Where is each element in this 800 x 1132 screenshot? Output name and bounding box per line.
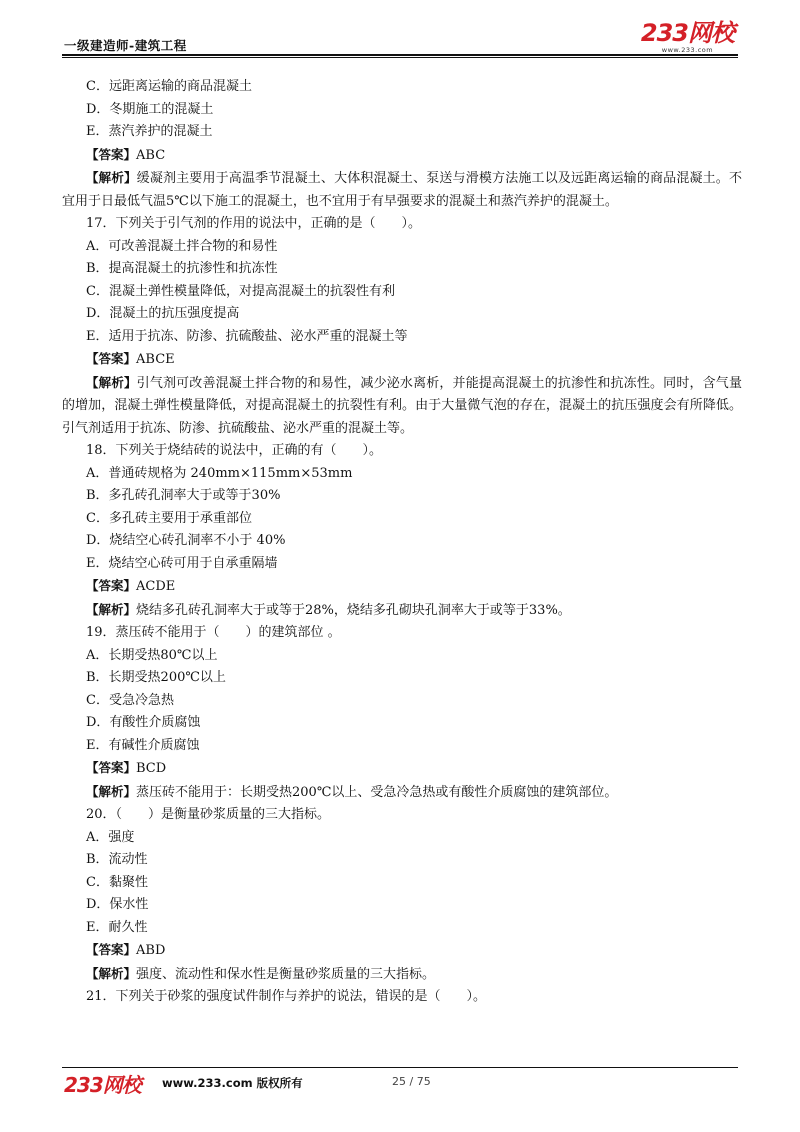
- footer-site[interactable]: www.233.com 版权所有: [162, 1076, 303, 1090]
- analysis-text: 缓凝剂主要用于高温季节混凝土、大体积混凝土、泵送与滑模方法施工以及远距离运输的商品混凝土。不宜用于日最低气温5℃以下施工的混凝土，也不宜用于有早强要求的混凝土和蒸汽养护的混凝土。: [62, 171, 742, 209]
- answer-label: 【答案】: [86, 760, 137, 775]
- analysis-text: 强度、流动性和保水性是衡量砂浆质量的三大指标。: [136, 966, 436, 982]
- q17-option-e: E．适用于抗冻、防渗、抗硫酸盐、泌水严重的混凝土等: [86, 328, 408, 344]
- q18-option-c: C．多孔砖主要用于承重部位: [86, 510, 252, 526]
- q17-option-b: B．提高混凝土的抗渗性和抗冻性: [86, 261, 278, 276]
- q20-question: 20．（ ）是衡量砂浆质量的三大指标。: [86, 807, 331, 822]
- q17-question: 17．下列关于引气剂的作用的说法中，正确的是（ ）。: [86, 216, 422, 231]
- analysis-text: 蒸压砖不能用于：长期受热200℃以上、受急冷急热或有酸性介质腐蚀的建筑部位。: [136, 784, 618, 800]
- q19-question: 19．蒸压砖不能用于（ ）的建筑部位 。: [86, 625, 341, 640]
- q19-option-d: D．有酸性介质腐蚀: [86, 715, 201, 730]
- q17-analysis: [62, 372, 742, 441]
- page-footer: [62, 1071, 738, 1095]
- header-divider-thin: [62, 57, 738, 58]
- answer-value: ABC: [136, 147, 166, 163]
- q16-option-c: C．远距离运输的商品混凝土: [86, 79, 252, 94]
- q17-option-a: A．可改善混凝土拌合物的和易性: [86, 238, 278, 254]
- q19-option-a: A．长期受热80℃以上: [86, 647, 218, 663]
- q18-option-d: D．烧结空心砖孔洞率不小于 40%: [86, 533, 286, 548]
- answer-value: ACDE: [136, 579, 176, 594]
- header-title: 一级建造师-建筑工程: [64, 38, 187, 53]
- document-body: [62, 76, 742, 1009]
- q17-option-c: C．混凝土弹性模量降低，对提高混凝土的抗裂性有利: [86, 283, 395, 299]
- answer-label: 【答案】: [86, 942, 137, 957]
- analysis-label: 【解析】: [86, 601, 137, 617]
- q16-analysis: [62, 167, 742, 213]
- answer-value: ABD: [136, 943, 166, 958]
- q20-option-d: D．保水性: [86, 897, 149, 912]
- analysis-label: 【解析】: [86, 965, 137, 981]
- q20-option-e: E．耐久性: [86, 919, 148, 935]
- q19-analysis: [62, 781, 742, 805]
- q18-option-e: E．烧结空心砖可用于自承重隔墙: [86, 555, 278, 571]
- analysis-label: 【解析】: [86, 170, 137, 185]
- analysis-label: 【解析】: [86, 374, 137, 390]
- brand-logo[interactable]: [641, 20, 734, 54]
- q16-option-d: D．冬期施工的混凝土: [86, 101, 214, 117]
- q21-question: 21．下列关于砂浆的强度试件制作与养护的说法，错误的是（ ）。: [86, 989, 487, 1004]
- answer-value: ABCE: [136, 352, 175, 367]
- q20-analysis: [62, 963, 742, 987]
- q19-option-e: E．有碱性介质腐蚀: [86, 737, 200, 753]
- q17-option-d: D．混凝土的抗压强度提高: [86, 306, 240, 321]
- q20-option-b: B．流动性: [86, 852, 148, 867]
- answer-value: BCD: [136, 761, 167, 776]
- q20-option-c: C．黏聚性: [86, 874, 148, 890]
- q18-question: 18．下列关于烧结砖的说法中，正确的有（ ）。: [86, 443, 383, 458]
- footer-logo[interactable]: 233网校: [64, 1073, 141, 1097]
- logo-mark: 233网校: [640, 19, 734, 47]
- q19-option-c: C．受急冷急热: [86, 692, 174, 708]
- analysis-label: 【解析】: [86, 783, 137, 799]
- answer-label: 【答案】: [86, 146, 137, 162]
- answer-label: 【答案】: [86, 351, 137, 366]
- q16-answer: [62, 144, 742, 168]
- q18-option-a: A．普通砖规格为 240mm×115mm×53mm: [86, 465, 353, 481]
- q16-option-e: E．蒸汽养护的混凝土: [86, 124, 213, 139]
- q18-analysis: [62, 599, 742, 623]
- header-divider: [62, 54, 738, 56]
- q17-answer: [62, 348, 742, 372]
- page-number: 25 / 75: [392, 1075, 431, 1088]
- q18-option-b: B．多孔砖孔洞率大于或等于30%: [86, 488, 281, 503]
- analysis-text: 烧结多孔砖孔洞率大于或等于28%，烧结多孔砌块孔洞率大于或等于33%。: [136, 602, 571, 618]
- q20-option-a: A．强度: [86, 829, 135, 845]
- q19-answer: [62, 757, 742, 781]
- analysis-text: 引气剂可改善混凝土拌合物的和易性，减少泌水离析，并能提高混凝土的抗渗性和抗冻性。同时，含气量的增加，混凝土弹性模量降低，对提高混凝土的抗裂性有利。由于大量微气泡的存在，混凝土的抗压强度会有所降低。引气剂适用于抗冻、防渗、抗硫酸盐、泌水严重的混凝土等。: [62, 375, 742, 436]
- logo-url: www.233.com: [661, 46, 714, 54]
- answer-label: 【答案】: [86, 578, 137, 593]
- q18-answer: [62, 575, 742, 599]
- footer-divider: [62, 1067, 738, 1068]
- q19-option-b: B．长期受热200℃以上: [86, 670, 226, 685]
- q20-answer: [62, 939, 742, 963]
